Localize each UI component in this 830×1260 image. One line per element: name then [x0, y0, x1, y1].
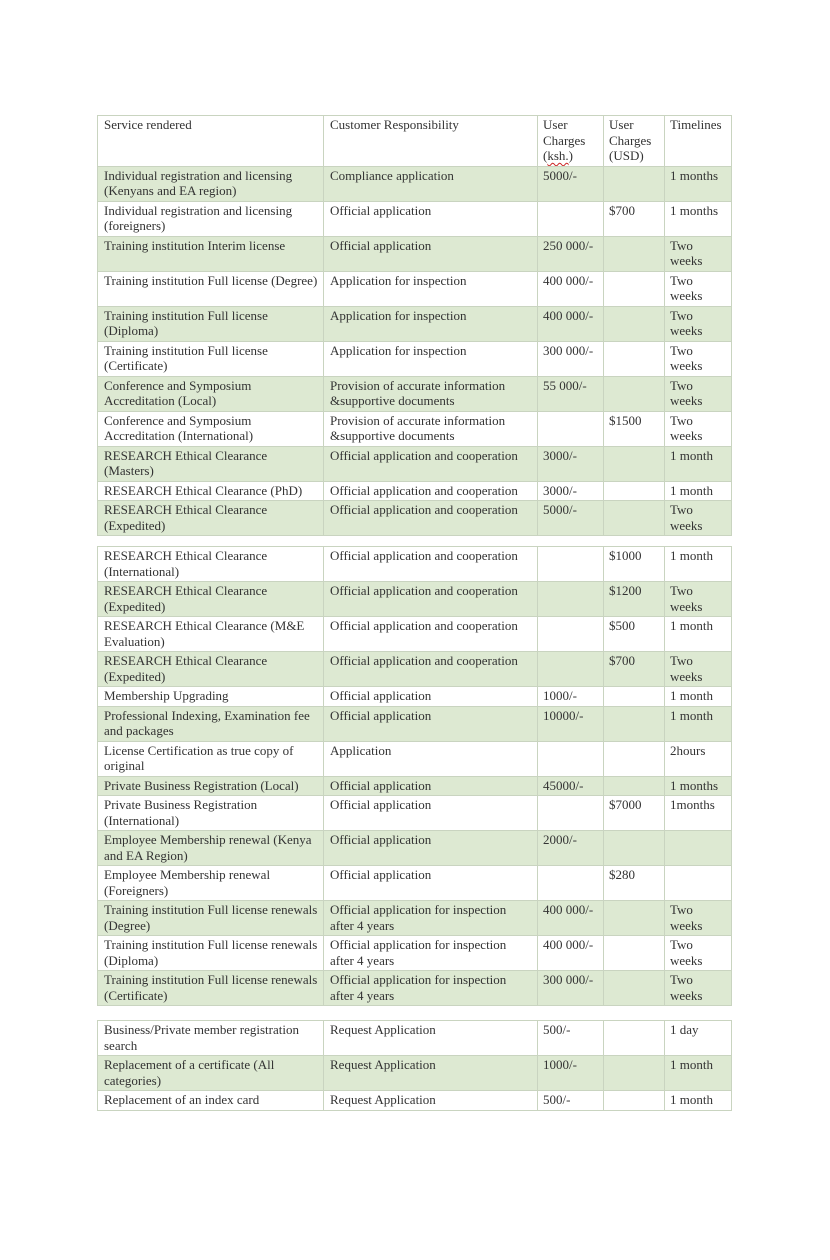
table-cell: Application for inspection	[324, 271, 538, 306]
table-cell: Official application and cooperation	[324, 547, 538, 582]
table-cell	[604, 741, 665, 776]
table-cell: Two weeks	[665, 582, 732, 617]
table-cell: RESEARCH Ethical Clearance (Expedited)	[98, 652, 324, 687]
table-cell	[604, 271, 665, 306]
table-cell: 1 months	[665, 166, 732, 201]
table-cell: Training institution Full license (Diploma)	[98, 306, 324, 341]
table-cell: Training institution Full license (Certificate)	[98, 341, 324, 376]
table-cell: 1 month	[665, 446, 732, 481]
table-cell	[538, 741, 604, 776]
column-header: User Charges (USD)	[604, 116, 665, 167]
table-cell: Official application	[324, 831, 538, 866]
table-cell	[538, 617, 604, 652]
spellcheck-underline: ksh.	[547, 148, 569, 163]
table-cell: Two weeks	[665, 376, 732, 411]
table-row	[98, 306, 732, 341]
service-fees-table-1	[97, 115, 732, 536]
column-header: Timelines	[665, 116, 732, 167]
table-cell: Official application and cooperation	[324, 446, 538, 481]
table-cell: RESEARCH Ethical Clearance (Expedited)	[98, 501, 324, 536]
table-cell: Individual registration and licensing (Kenyans and EA region)	[98, 166, 324, 201]
table-row	[98, 796, 732, 831]
table-row	[98, 1021, 732, 1056]
table-cell: 1000/-	[538, 687, 604, 707]
table-cell: Provision of accurate information &supportive documents	[324, 376, 538, 411]
table-cell: $700	[604, 201, 665, 236]
table-cell: 400 000/-	[538, 271, 604, 306]
table-cell: 1 month	[665, 617, 732, 652]
table-row	[98, 741, 732, 776]
table-cell: 1months	[665, 796, 732, 831]
table-cell	[604, 971, 665, 1006]
table-cell: RESEARCH Ethical Clearance (Expedited)	[98, 582, 324, 617]
table-row	[98, 901, 732, 936]
table-cell: Official application and cooperation	[324, 501, 538, 536]
service-fees-table-3	[97, 1020, 732, 1111]
table-cell: 300 000/-	[538, 341, 604, 376]
table-cell	[604, 501, 665, 536]
table-cell: Individual registration and licensing (foreigners)	[98, 201, 324, 236]
table-cell: 5000/-	[538, 166, 604, 201]
table-cell: 1 day	[665, 1021, 732, 1056]
table-cell: 1 months	[665, 201, 732, 236]
table-cell: 45000/-	[538, 776, 604, 796]
table-cell: Official application and cooperation	[324, 652, 538, 687]
table-cell: Request Application	[324, 1056, 538, 1091]
table-cell: $1500	[604, 411, 665, 446]
table-cell	[604, 1056, 665, 1091]
table-cell: Two weeks	[665, 971, 732, 1006]
table-cell	[604, 901, 665, 936]
table-cell	[604, 831, 665, 866]
table-cell: Official application	[324, 201, 538, 236]
table-cell	[604, 776, 665, 796]
table-cell: 1 month	[665, 481, 732, 501]
table-cell	[538, 582, 604, 617]
table-row	[98, 936, 732, 971]
table-cell: Official application for inspection after 4 years	[324, 901, 538, 936]
table-cell	[604, 706, 665, 741]
table-cell: $500	[604, 617, 665, 652]
table-cell: Membership Upgrading	[98, 687, 324, 707]
table-row	[98, 236, 732, 271]
table-cell	[604, 166, 665, 201]
table-row	[98, 866, 732, 901]
table-cell: 500/-	[538, 1021, 604, 1056]
table-cell	[665, 831, 732, 866]
table-row	[98, 501, 732, 536]
table-cell: Application for inspection	[324, 306, 538, 341]
table-cell: Official application	[324, 796, 538, 831]
table-cell: 2000/-	[538, 831, 604, 866]
table-cell: Two weeks	[665, 501, 732, 536]
table-cell: Replacement of a certificate (All categories)	[98, 1056, 324, 1091]
table-cell: 1 month	[665, 706, 732, 741]
table-cell: Application for inspection	[324, 341, 538, 376]
table-cell	[604, 687, 665, 707]
table-cell	[604, 1021, 665, 1056]
column-header: Customer Responsibility	[324, 116, 538, 167]
table-row	[98, 617, 732, 652]
table-cell: Official application and cooperation	[324, 481, 538, 501]
table-cell	[538, 547, 604, 582]
table-cell: Training institution Full license (Degree)	[98, 271, 324, 306]
table-cell: 3000/-	[538, 446, 604, 481]
fees-document	[97, 115, 731, 1111]
table-cell: Two weeks	[665, 652, 732, 687]
column-header: Service rendered	[98, 116, 324, 167]
table-row	[98, 971, 732, 1006]
table-cell: Conference and Symposium Accreditation (International)	[98, 411, 324, 446]
table-cell: License Certification as true copy of original	[98, 741, 324, 776]
table-cell	[604, 936, 665, 971]
table-cell: Employee Membership renewal (Foreigners)	[98, 866, 324, 901]
table-cell: 400 000/-	[538, 306, 604, 341]
table-cell: Request Application	[324, 1091, 538, 1111]
table-cell: Business/Private member registration search	[98, 1021, 324, 1056]
table-cell: Official application for inspection after 4 years	[324, 971, 538, 1006]
table-cell	[538, 652, 604, 687]
table-cell: 250 000/-	[538, 236, 604, 271]
table-cell: 1 month	[665, 1091, 732, 1111]
table-cell: Official application	[324, 866, 538, 901]
table-row	[98, 481, 732, 501]
table-cell	[538, 411, 604, 446]
table-row	[98, 376, 732, 411]
table-row	[98, 411, 732, 446]
table-cell: Two weeks	[665, 411, 732, 446]
table-cell: Training institution Full license renewals (Degree)	[98, 901, 324, 936]
table-cell: Training institution Full license renewals (Certificate)	[98, 971, 324, 1006]
table-row	[98, 446, 732, 481]
table-cell: Application	[324, 741, 538, 776]
table-cell: Two weeks	[665, 236, 732, 271]
table-cell: Official application	[324, 776, 538, 796]
table-cell: 1 month	[665, 687, 732, 707]
table-row	[98, 831, 732, 866]
table-cell: Official application	[324, 236, 538, 271]
table-cell: $700	[604, 652, 665, 687]
table-cell: Private Business Registration (Local)	[98, 776, 324, 796]
table-cell: Official application	[324, 706, 538, 741]
table-cell: 3000/-	[538, 481, 604, 501]
table-cell: Training institution Interim license	[98, 236, 324, 271]
table-cell: 1 months	[665, 776, 732, 796]
table-cell: Two weeks	[665, 306, 732, 341]
table-cell: Provision of accurate information &supportive documents	[324, 411, 538, 446]
table-cell: RESEARCH Ethical Clearance (International)	[98, 547, 324, 582]
table-cell: 1 month	[665, 1056, 732, 1091]
service-fees-table-2	[97, 546, 732, 1006]
table-cell: 10000/-	[538, 706, 604, 741]
table-cell: Replacement of an index card	[98, 1091, 324, 1111]
header-row	[98, 116, 732, 167]
table-cell: RESEARCH Ethical Clearance (Masters)	[98, 446, 324, 481]
table-row	[98, 652, 732, 687]
table-cell: 2hours	[665, 741, 732, 776]
table-row	[98, 547, 732, 582]
table-row	[98, 582, 732, 617]
table-row	[98, 687, 732, 707]
table-cell	[604, 306, 665, 341]
table-cell: 1 month	[665, 547, 732, 582]
table-row	[98, 1056, 732, 1091]
table-row	[98, 706, 732, 741]
table-cell: RESEARCH Ethical Clearance (M&E Evaluation)	[98, 617, 324, 652]
table-row	[98, 1091, 732, 1111]
table-cell: Two weeks	[665, 271, 732, 306]
table-cell: $1000	[604, 547, 665, 582]
table-cell: Two weeks	[665, 341, 732, 376]
table-cell: Official application	[324, 687, 538, 707]
table-cell: Training institution Full license renewals (Diploma)	[98, 936, 324, 971]
table-row	[98, 166, 732, 201]
table-cell: Conference and Symposium Accreditation (Local)	[98, 376, 324, 411]
table-cell: Employee Membership renewal (Kenya and EA Region)	[98, 831, 324, 866]
table-cell	[604, 376, 665, 411]
table-cell	[538, 201, 604, 236]
table-cell: $280	[604, 866, 665, 901]
table-cell: 5000/-	[538, 501, 604, 536]
table-row	[98, 776, 732, 796]
table-cell: Two weeks	[665, 901, 732, 936]
table-cell: $1200	[604, 582, 665, 617]
table-row	[98, 271, 732, 306]
table-cell	[604, 446, 665, 481]
table-cell	[604, 481, 665, 501]
table-cell: Official application for inspection after 4 years	[324, 936, 538, 971]
table-cell: 400 000/-	[538, 936, 604, 971]
table-cell: Compliance application	[324, 166, 538, 201]
table-cell	[538, 796, 604, 831]
table-cell: 300 000/-	[538, 971, 604, 1006]
table-cell: 1000/-	[538, 1056, 604, 1091]
column-header: User Charges (ksh.)	[538, 116, 604, 167]
table-row	[98, 201, 732, 236]
table-cell: RESEARCH Ethical Clearance (PhD)	[98, 481, 324, 501]
table-cell	[665, 866, 732, 901]
table-cell	[604, 1091, 665, 1111]
table-cell	[538, 866, 604, 901]
table-cell: Professional Indexing, Examination fee and packages	[98, 706, 324, 741]
table-cell	[604, 341, 665, 376]
table-cell: 500/-	[538, 1091, 604, 1111]
table-cell: Official application and cooperation	[324, 617, 538, 652]
table-cell: $7000	[604, 796, 665, 831]
table-cell: Request Application	[324, 1021, 538, 1056]
table-cell	[604, 236, 665, 271]
table-cell: Private Business Registration (International)	[98, 796, 324, 831]
table-cell: Two weeks	[665, 936, 732, 971]
table-cell: 55 000/-	[538, 376, 604, 411]
table-row	[98, 341, 732, 376]
table-cell: Official application and cooperation	[324, 582, 538, 617]
table-cell: 400 000/-	[538, 901, 604, 936]
